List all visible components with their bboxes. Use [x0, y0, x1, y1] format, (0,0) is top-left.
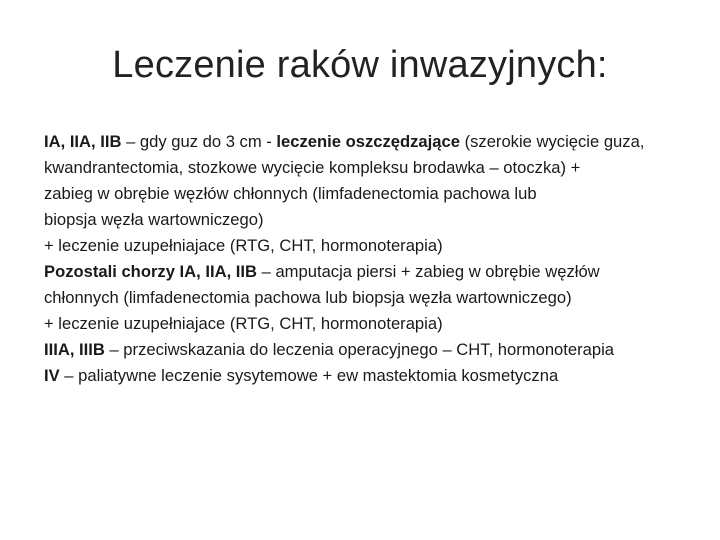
paragraph-text: – gdy guz do 3 cm -	[121, 132, 277, 151]
paragraph-stage-iii	[44, 337, 694, 363]
stage-label: IA, IIA, IIB	[44, 132, 122, 151]
paragraph-text: + leczenie uzupełniajace (RTG, CHT, hormonoterapia)	[44, 236, 443, 255]
paragraph-text: – przeciwskazania do leczenia operacyjnego – CHT, hormonoterapia	[104, 340, 615, 359]
slide-body	[44, 129, 694, 389]
paragraph-adjuvant-1	[44, 233, 694, 259]
paragraph-line: – amputacja piersi + zabieg w obrębie węzłów	[257, 262, 600, 281]
paragraph-line: zabieg w obrębie węzłów chłonnych (limfadenectomia pachowa lub	[44, 184, 537, 203]
paragraph-early-stage	[44, 129, 694, 233]
paragraph-line: (szerokie wycięcie guza,	[459, 132, 645, 151]
treatment-label: leczenie oszczędzające	[276, 132, 460, 151]
paragraph-other-patients	[44, 259, 694, 311]
paragraph-text: – paliatywne leczenie sysytemowe + ew mastektomia kosmetyczna	[59, 366, 559, 385]
stage-label: Pozostali chorzy IA, IIA, IIB	[44, 262, 257, 281]
paragraph-line: biopsja węzła wartowniczego)	[44, 210, 264, 229]
paragraph-stage-iv	[44, 363, 694, 389]
stage-label: IIIA, IIIB	[44, 340, 105, 359]
slide-title: Leczenie raków inwazyjnych:	[112, 44, 608, 86]
paragraph-line: chłonnych (limfadenectomia pachowa lub biopsja węzła wartowniczego)	[44, 288, 572, 307]
paragraph-text: + leczenie uzupełniajace (RTG, CHT, hormonoterapia)	[44, 314, 443, 333]
paragraph-line: kwandrantectomia, stozkowe wycięcie kompleksu brodawka – otoczka) +	[44, 158, 581, 177]
stage-label: IV	[44, 366, 60, 385]
paragraph-adjuvant-2	[44, 311, 694, 337]
